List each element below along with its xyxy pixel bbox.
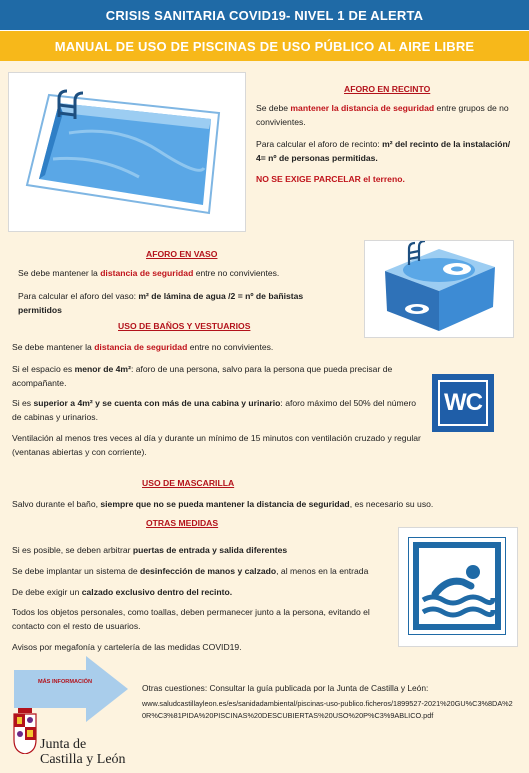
logo-line-1: Junta de bbox=[40, 737, 87, 752]
text-segment: Salvo durante el baño, bbox=[12, 499, 101, 509]
footer-text: Otras cuestiones: Consultar la guía publicada por la Junta de Castilla y León: bbox=[142, 683, 429, 693]
swimmer-icon bbox=[409, 538, 505, 634]
banos-heading: USO DE BAÑOS Y VESTUARIOS bbox=[118, 321, 251, 331]
mascarilla-p1 bbox=[12, 497, 482, 511]
aforo-vaso-p1 bbox=[18, 266, 348, 280]
aforo-recinto-p1 bbox=[256, 101, 516, 129]
text-segment: , es necesario su uso. bbox=[349, 499, 434, 509]
text-segment: : aforo de una persona, salvo para la persona que pueda precisar de acompañante. bbox=[12, 364, 393, 388]
otras-p2 bbox=[12, 564, 392, 578]
mascarilla-heading: USO DE MASCARILLA bbox=[142, 478, 235, 488]
aforo-recinto-p2 bbox=[256, 137, 516, 165]
bold-text: superior a 4m² y se cuenta con más de una cabina y urinario bbox=[33, 398, 281, 408]
text-segment: Si es bbox=[12, 398, 34, 408]
pool-float-illustration bbox=[364, 240, 514, 338]
banos-p3 bbox=[12, 396, 422, 424]
text-segment: : aforo máximo del 50% del número de cabinas y urinarios. bbox=[12, 398, 417, 422]
pool-illustration bbox=[8, 72, 246, 232]
text-segment: De debe exigir un bbox=[12, 587, 82, 597]
aforo-recinto-p3: NO SE EXIGE PARCELAR el terreno. bbox=[256, 174, 405, 184]
bold-text: m² del recinto de la instalación/ 4= nº de personas permitidas. bbox=[256, 139, 511, 163]
text-segment: Para calcular el aforo de recinto: bbox=[256, 139, 383, 149]
bold-text: siempre que no se pueda mantener la distancia de seguridad bbox=[100, 499, 350, 509]
junta-logo bbox=[12, 708, 38, 754]
text-segment: entre no convivientes. bbox=[193, 268, 280, 278]
otras-p5: Avisos por megafonía y cartelería de las medidas COVID19. bbox=[12, 642, 242, 652]
text-segment: Si el espacio es bbox=[12, 364, 75, 374]
header-title: CRISIS SANITARIA COVID19- NIVEL 1 DE ALERTA bbox=[0, 0, 529, 31]
banos-p4: Ventilación al menos tres veces al día y durante un mínimo de 15 minutos con ventilación cruzado y regular (ventanas abiertas y con corriente). bbox=[12, 433, 421, 457]
text-segment: Se debe mantener la bbox=[18, 268, 101, 278]
otras-heading: OTRAS MEDIDAS bbox=[146, 518, 219, 528]
pool-lifebuoy-icon bbox=[365, 241, 513, 337]
text-segment: Se debe implantar un sistema de bbox=[12, 566, 141, 576]
bold-text: menor de 4m² bbox=[74, 364, 131, 374]
swimmer-symbol bbox=[413, 542, 501, 630]
otras-p1 bbox=[12, 543, 392, 557]
logo-line-2: Castilla y León bbox=[40, 752, 126, 767]
highlight-text: mantener la distancia de seguridad bbox=[290, 103, 435, 113]
banos-p2 bbox=[12, 362, 414, 390]
bold-text: calzado exclusivo dentro del recinto. bbox=[81, 587, 233, 597]
swimmer-card bbox=[398, 527, 518, 647]
banos-p1 bbox=[12, 340, 402, 354]
aforo-recinto-heading: AFORO EN RECINTO bbox=[344, 84, 431, 94]
text-segment: , al menos en la entrada bbox=[276, 566, 369, 576]
text-segment: Se debe bbox=[256, 103, 291, 113]
header-subtitle: MANUAL DE USO DE PISCINAS DE USO PÚBLICO AL AIRE LIBRE bbox=[0, 31, 529, 61]
swimming-pool-icon bbox=[9, 73, 245, 231]
text-segment: Se debe mantener la bbox=[12, 342, 95, 352]
otras-p4: Todos los objetos personales, como toallas, deben permanecer junto a la persona, evitando el contacto con el resto de usuarios. bbox=[12, 607, 370, 631]
aforo-vaso-p2 bbox=[18, 289, 340, 317]
wc-icon bbox=[432, 374, 494, 432]
wc-icon-inner bbox=[438, 380, 488, 426]
text-segment: Para calcular el aforo del vaso: bbox=[18, 291, 139, 301]
aforo-vaso-heading: AFORO EN VASO bbox=[146, 249, 218, 259]
highlight-text: distancia de seguridad bbox=[94, 342, 188, 352]
junta-logo-text bbox=[40, 737, 126, 767]
more-info-label: MÁS INFORMACIÓN bbox=[37, 679, 93, 685]
text-segment: Si es posible, se deben arbitrar bbox=[12, 545, 133, 555]
bold-text: m² de lámina de agua /2 = nº de bañistas permitidos bbox=[18, 291, 304, 315]
otras-p3 bbox=[12, 585, 392, 599]
text-segment: entre no convivientes. bbox=[187, 342, 274, 352]
wc-label: WC bbox=[444, 389, 482, 416]
bold-text: desinfección de manos y calzado bbox=[140, 566, 277, 576]
bold-text: puertas de entrada y salida diferentes bbox=[132, 545, 288, 555]
guide-link[interactable]: www.saludcastillayleon.es/es/sanidadambiental/piscinas-uso-publico.ficheros/1899527-2021%20GU%C3%8DA%20R%C3%81PIDA%20PISCINAS%20DESCUBIERTAS%20USO%20P%C3%9ABLICO.pdf bbox=[142, 699, 513, 720]
coat-of-arms-icon bbox=[12, 708, 38, 754]
highlight-text: distancia de seguridad bbox=[100, 268, 194, 278]
text-segment: entre grupos de no convivientes. bbox=[256, 103, 509, 127]
